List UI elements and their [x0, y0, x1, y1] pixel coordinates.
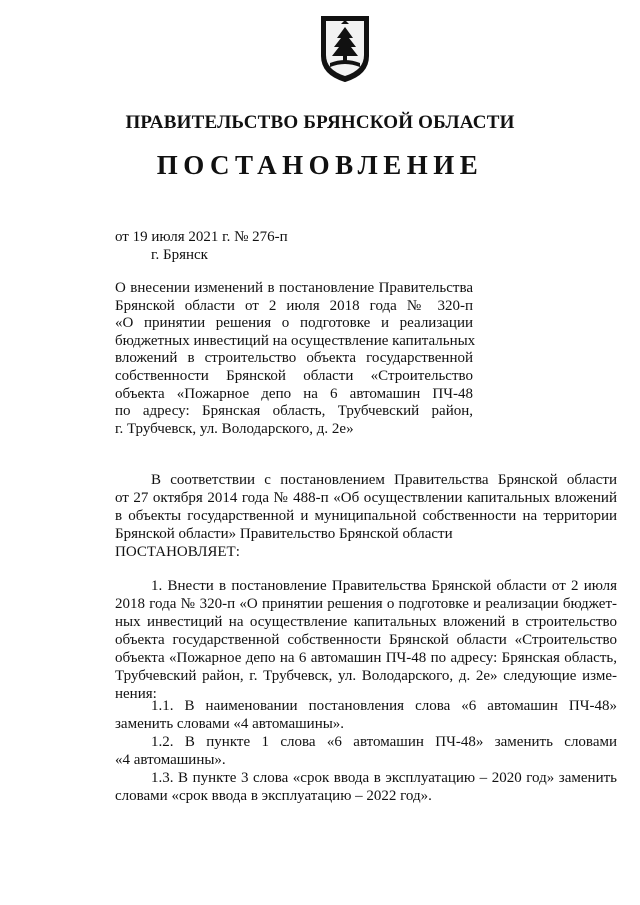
subject-line: бюджетных инвестиций на осуществление капитальных — [115, 332, 476, 349]
clause-1-1-line: 1.1. В наименовании постановления слова «6 автомашин ПЧ-48» — [151, 698, 617, 714]
preamble-line: Брянской области» Правительство Брянской области — [115, 526, 453, 542]
organization-title: ПРАВИТЕЛЬСТВО БРЯНСКОЙ ОБЛАСТИ — [125, 112, 515, 133]
clause-1-line: объекта государственной собственности Брянской области «Строительство — [115, 632, 617, 648]
preamble-line: в объекты государственной и муниципальной собственности на территории — [115, 508, 617, 524]
coat-of-arms-emblem — [319, 14, 371, 84]
clause-1-line: 1. Внести в постановление Правительства Брянской области от 2 июля — [151, 578, 617, 594]
document-subject — [115, 280, 476, 438]
clause-1-3 — [115, 769, 617, 805]
clause-1-3-line: 1.3. В пункте 3 слова «срок ввода в эксплуатацию – 2020 год» заменить — [151, 770, 617, 786]
resolves-heading: ПОСТАНОВЛЯЕТ: — [115, 544, 240, 560]
clause-1-line: объекта «Пожарное депо на 6 автомашин ПЧ-48 по адресу: Брянская область, — [115, 650, 617, 666]
subject-line: Брянской области от 2 июля 2018 года № 320-п — [115, 297, 473, 314]
subject-line: г. Трубчевск, ул. Володарского, д. 2е» — [115, 420, 354, 437]
document-city: г. Брянск — [151, 247, 208, 263]
document-date-number: от 19 июля 2021 г. № 276-п — [115, 229, 288, 245]
clause-1-line: 2018 года № 320-п «О принятии решения о подготовке и реализации бюджет- — [115, 596, 617, 612]
preamble-line: В соответствии с постановлением Правительства Брянской области — [151, 472, 617, 488]
subject-line: по адресу: Брянская область, Трубчевский район, — [115, 403, 473, 420]
clause-1-3-line: словами «срок ввода в эксплуатацию – 2022 год». — [115, 788, 432, 804]
document-type-title: ПОСТАНОВЛЕНИЕ — [156, 150, 484, 180]
clause-1-2-line: «4 автомашины». — [115, 752, 226, 768]
preamble-paragraph — [115, 471, 617, 561]
preamble-line: от 27 октября 2014 года № 488-п «Об осуществлении капитальных вложений — [115, 490, 617, 506]
clause-1-1 — [115, 697, 617, 733]
subject-line: «О принятии решения о подготовке и реализации — [115, 315, 473, 332]
subject-line: объекта «Пожарное депо на 6 автомашин ПЧ-48 — [115, 385, 473, 402]
subject-line: вложений в строительство объекта государственной — [115, 350, 473, 367]
clause-1-2-line: 1.2. В пункте 1 слова «6 автомашин ПЧ-48» заменить словами — [151, 734, 617, 750]
clause-1 — [115, 577, 617, 703]
clause-1-line: ных инвестиций на осуществление капитальных вложений в строительство — [115, 614, 617, 630]
clause-1-line: нения: — [115, 686, 157, 702]
subject-line: собственности Брянской области «Строительство — [115, 367, 473, 384]
clause-1-1-line: заменить словами «4 автомашины». — [115, 716, 345, 732]
subject-line: О внесении изменений в постановление Правительства — [115, 280, 473, 296]
clause-1-2 — [115, 733, 617, 769]
clause-1-line: Трубчевский район, г. Трубчевск, ул. Володарского, д. 2е» следующие изме- — [115, 668, 617, 684]
